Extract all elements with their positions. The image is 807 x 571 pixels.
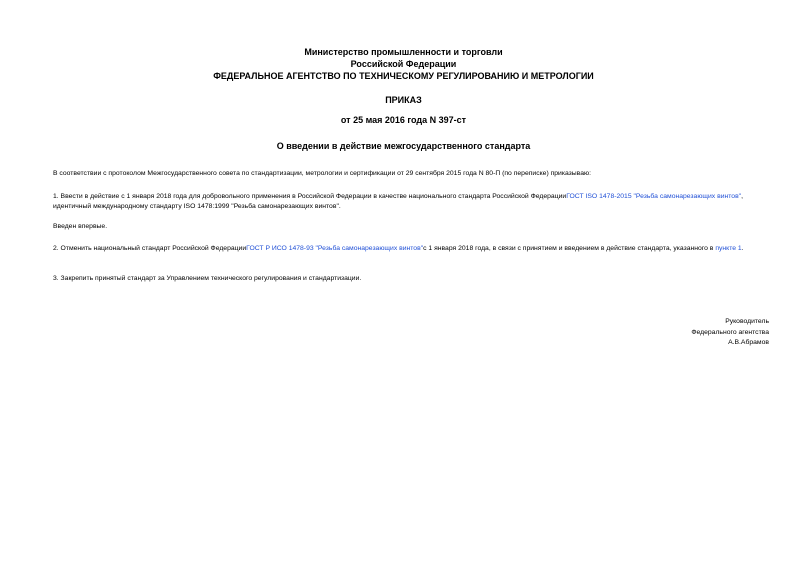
link-gost-iso-1478-2015[interactable]: ГОСТ ISO 1478-2015 "Резьба самонарезающих винтов": [566, 193, 742, 200]
paragraph-item-1: [53, 192, 773, 212]
ministry-name: Министерство промышленности и торговли: [304, 47, 503, 57]
paragraph-text: .: [741, 245, 744, 252]
paragraph-introduced-first: [53, 222, 773, 232]
paragraph-item-3: [53, 274, 773, 284]
paragraph-text: с 1 января 2018 года, в связи с принятием и введением в действие стандарта, указанного в: [423, 245, 716, 252]
agency-name: ФЕДЕРАЛЬНОЕ АГЕНТСТВО ПО ТЕХНИЧЕСКОМУ РЕГУЛИРОВАНИЮ И МЕТРОЛОГИИ: [213, 71, 594, 81]
order-title: ПРИКАЗ: [385, 95, 422, 105]
signatory-title: Руководитель: [725, 318, 769, 325]
paragraph-text: , идентичный международному стандарту ISO 1478:1999 "Резьба самонарезающих винтов".: [53, 193, 743, 210]
paragraph-text: 3. Закрепить принятый стандарт за Управлением технического регулирования и стандартизации.: [53, 275, 362, 282]
paragraph-preamble: [53, 169, 773, 179]
signature-block: [691, 317, 769, 349]
paragraph-text: 2. Отменить национальный стандарт Российской Федерации: [53, 245, 247, 252]
link-item-1[interactable]: пункте 1: [715, 245, 742, 252]
issuer-header: [0, 46, 807, 82]
ministry-country: Российской Федерации: [350, 59, 457, 69]
signatory-name: А.В.Абрамов: [728, 339, 769, 346]
paragraph-text: 1. Ввести в действие с 1 января 2018 года для добровольного применения в Российской Федерации в качестве национального стандарта Российской Федерации: [53, 193, 567, 200]
paragraph-text: Введен впервые.: [53, 223, 108, 230]
signatory-organization: Федерального агентства: [691, 328, 769, 336]
order-date: от 25 мая 2016 года N 397-ст: [340, 115, 467, 125]
paragraph-item-2: [53, 244, 773, 254]
link-gost-r-iso-1478-93[interactable]: ГОСТ Р ИСО 1478-93 "Резьба самонарезающих винтов": [246, 245, 424, 252]
order-subject: О введении в действие межгосударственного стандарта: [276, 141, 531, 151]
paragraph-text: В соответствии с протоколом Межгосударственного совета по стандартизации, метрологии и сертификации от 29 сентября 2015 года N 80-П (по переписке) приказываю:: [53, 170, 591, 177]
